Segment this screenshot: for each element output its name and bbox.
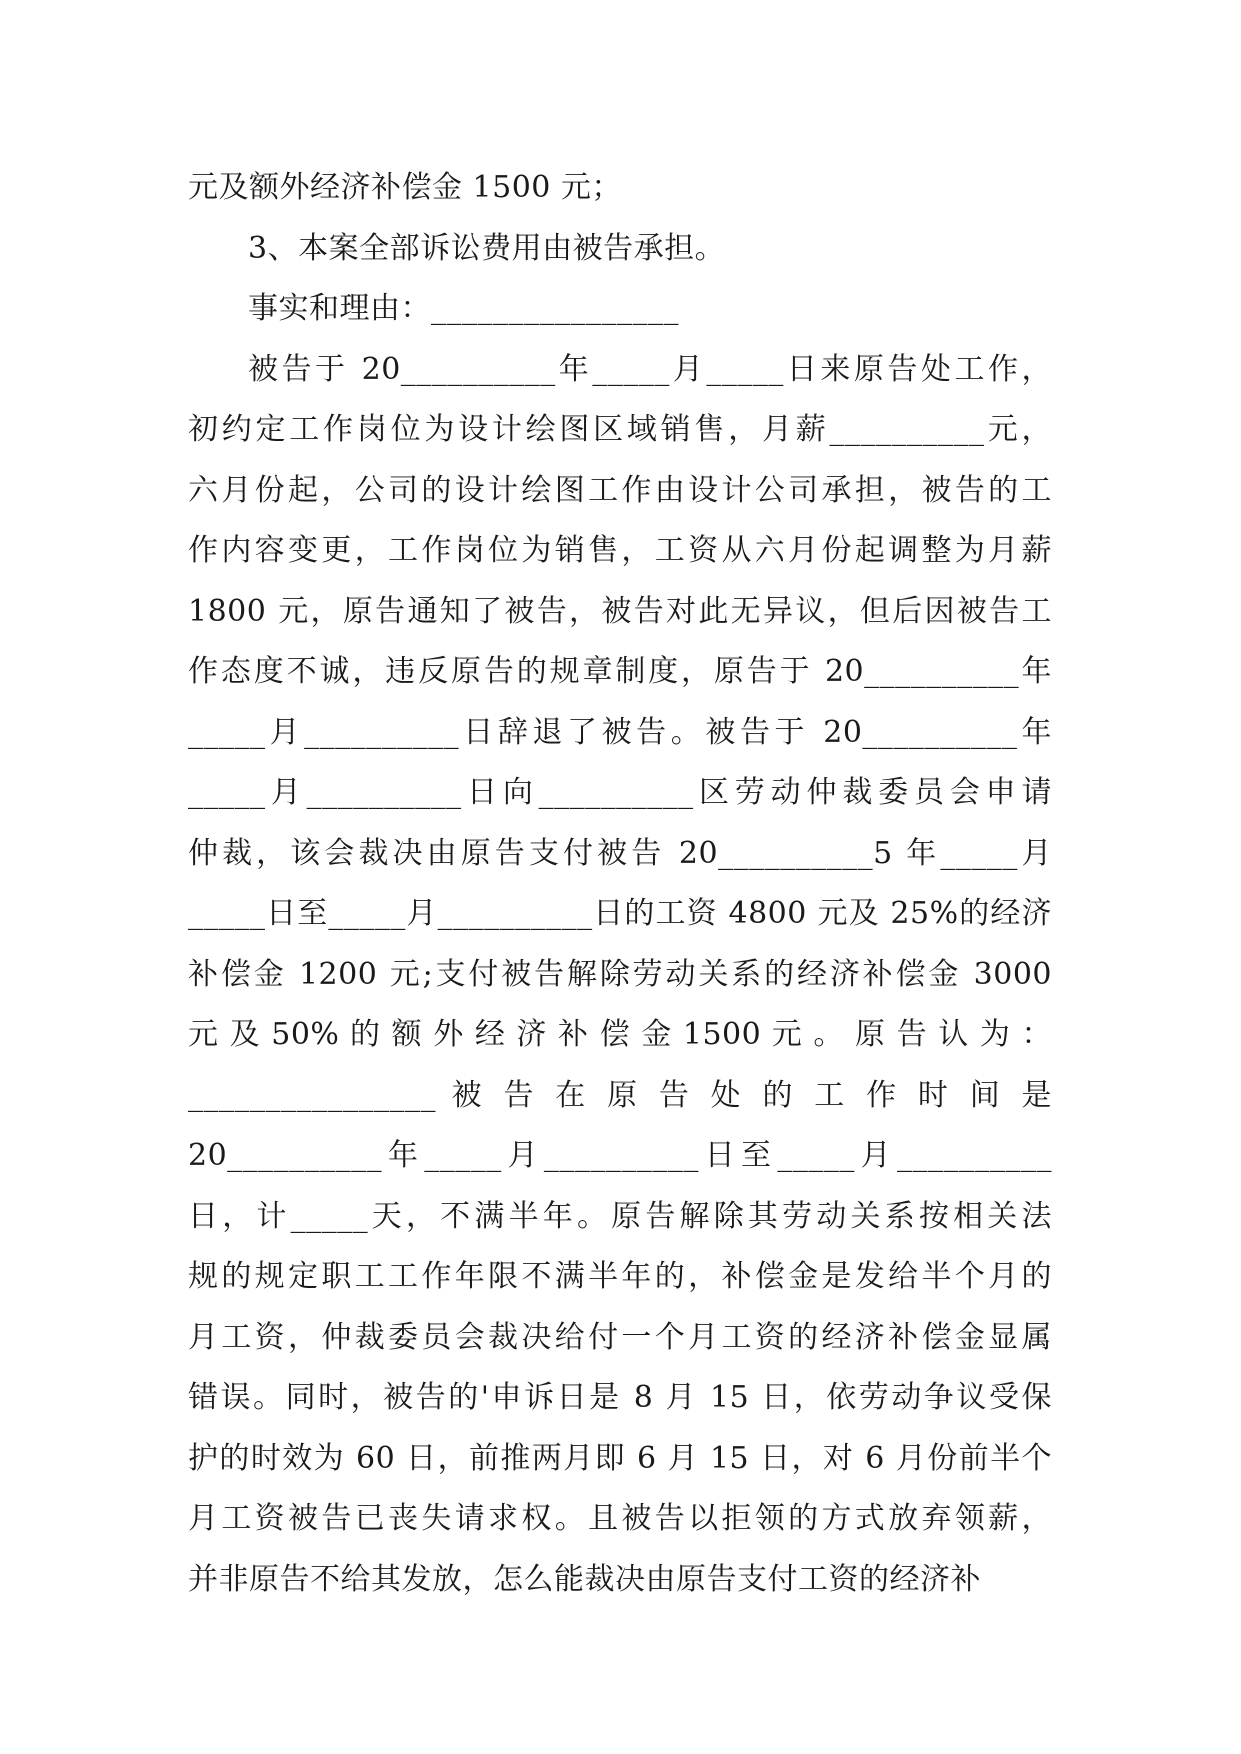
text-line: 月工资被告已丧失请求权。且被告以拒领的方式放弃领薪， [188, 1501, 1052, 1536]
text-line: 事实和理由：________________ [248, 291, 679, 326]
text-line: 规的规定职工工作年限不满半年的，补偿金是发给半个月的 [188, 1259, 1052, 1294]
text-line: 被告于 20__________年_____月_____日来原告处工作， [248, 351, 1052, 387]
text-line: 补偿金 1200 元;支付被告解除劳动关系的经济补偿金 3000 [188, 956, 1052, 992]
text-line: _____月__________日辞退了被告。被告于 20__________年 [188, 714, 1052, 750]
text-line: 日，计_____天，不满半年。原告解除其劳动关系按相关法 [188, 1198, 1052, 1234]
text-line: 元及额外经济补偿金 1500 元； [188, 170, 622, 205]
text-line: 并非原告不给其发放，怎么能裁决由原告支付工资的经济补 [188, 1561, 981, 1597]
text-line: 错误。同时，被告的'申诉日是 8 月 15 日，依劳动争议受保 [188, 1380, 1052, 1415]
text-line: _____日至_____月__________日的工资 4800 元及 25%的经济 [188, 896, 1052, 931]
text-line: 初约定工作岗位为设计绘图区域销售，月薪__________元， [188, 412, 1052, 447]
text-line: 1800 元，原告通知了被告，被告对此无异议，但后因被告工 [188, 593, 1052, 629]
text-line: 作态度不诚，违反原告的规章制度，原告于 20__________年 [188, 654, 1052, 689]
text-line: 20__________年_____月__________日至_____月__________ [188, 1138, 1052, 1173]
text-line: ________________ 被 告 在 原 告 处 的 工 作 时 间 是 [188, 1077, 1052, 1113]
text-line: 护的时效为 60 日，前推两月即 6 月 15 日，对 6 月份前半个 [188, 1440, 1052, 1476]
text-line: 作内容变更，工作岗位为销售，工资从六月份起调整为月薪 [188, 533, 1052, 568]
text-line: 月工资，仲裁委员会裁决给付一个月工资的经济补偿金显属 [188, 1319, 1052, 1355]
text-line: 六月份起，公司的设计绘图工作由设计公司承担，被告的工 [188, 472, 1052, 508]
text-line: 元 及 50% 的 额 外 经 济 补 偿 金 1500 元 。 原 告 认 为 ： [188, 1017, 1052, 1052]
text-line: 3、本案全部诉讼费用由被告承担。 [248, 230, 726, 266]
document-body [188, 158, 1052, 1610]
text-line: _____月__________日向__________区劳动仲裁委员会申请 [188, 775, 1052, 810]
text-line: 仲裁，该会裁决由原告支付被告 20__________5 年_____月 [188, 835, 1052, 871]
